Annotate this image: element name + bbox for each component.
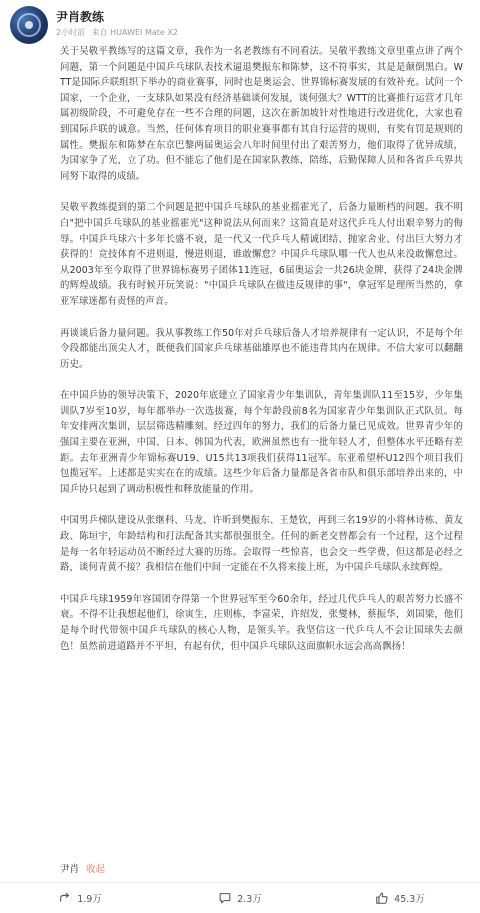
comment-button[interactable]: [160, 883, 320, 913]
paragraph: 中国乒乓球1959年容国团夺得第一个世界冠军至今60余年，经过几代乒乓人的艰苦努力长盛不衰。不得不让我想起他们，徐寅生，庄则栋，李富荣，许绍发，张燮林，蔡振华，刘国梁，他们是每个时代带领中国乒乓球队的核心人物，是领头羊。我坚信这一代乒乓人不会让国球失去颜色！虽然前进道路并不平坦，有起有伏，但中国乒乓球队这面旗帜永远会高高飘扬！: [60, 593, 463, 652]
like-count: 45.3万: [394, 894, 425, 905]
like-button[interactable]: [320, 883, 480, 913]
post-footer: [60, 861, 105, 875]
action-bar: [0, 883, 480, 913]
post-meta: [56, 27, 182, 38]
footer-author[interactable]: 尹肖: [60, 864, 80, 875]
comment-icon: [218, 891, 232, 905]
share-icon: [58, 891, 72, 905]
post-body: [60, 44, 463, 670]
author-name[interactable]: 尹肖教练: [56, 10, 105, 24]
share-button[interactable]: [0, 883, 160, 913]
share-count: 1.9万: [77, 894, 102, 905]
paragraph: 关于吴敬平教练写的这篇文章，我作为一名老教练有不同看法。吴敬平教练文章里重点讲了两个问题，第一个问题是中国乒乓球队表技术逼退樊振东和陈梦，这不符事实，其是是颠倒黑白。WTT是国际乒联组织下举办的商业赛事，同时也是奥运会、世界锦标赛发展的有效补充。试问一个国家，一个企业，一支球队如果没有经济基础谈何发展，谈何强大？WTT的比赛推行运营才几年属初级阶段，不可避免存在一些不合理的问题，这次在新加坡针对性地进行改进优化，大家也看到国际乒联的诚意。当然，任何体育项目的职业赛事都有其自行运营的规则，有奖有罚是规则的属性。樊振东和陈梦在东京巴黎两届奥运会八年时间里付出了艰苦努力，他们取得了优异成绩，为国家争了光，立了功。但不能忘了他们是在国家队教练，陪练，后勤保障人员和各省乒乓界共同努下取得的成绩。: [60, 46, 463, 182]
post-time: 2小时前: [56, 28, 86, 37]
thumbs-up-icon: [375, 891, 389, 905]
paragraph: 吴敬平教练提到的第二个问题是把中国乒乓球队的基业摇霍光了，后备力量断档的问题。我不明白"把中国乒乓球队的基业摇霍光"这种说法从何而来？这简直是对这代乒乓人付出艰辛努力的侮辱。中国乒乓球六十多年长盛不衰，是一代又一代乒乓人精诚团结、抛家舍业、付出巨大努力才获得的！竞技体育不进则退，慢进则退，谁敢懈怠？中国乒乓球队哪一代人也从来没敢懈怠过。从2003年至今取得了世界锦标赛男子团体11连冠，6届奥运会一共26块金牌，获得了24块金牌的辉煌战绩。我有时候开玩笑说："中国乒乓球队在做违反规律的事"，拿冠军是理所当然的，拿亚军球迷都有责怪的声音。: [60, 202, 463, 307]
comment-count: 2.3万: [237, 894, 262, 905]
collapse-link[interactable]: 收起: [86, 864, 106, 875]
post-source: 来自 HUAWEI Mate X2: [91, 28, 178, 37]
paragraph: 在中国乒协的领导决策下，2020年底建立了国家青少年集训队，青年集训队11至15岁，少年集训队7岁至10岁，每年都举办一次选拔赛，每个年龄段前8名为国家青少年集训队正式队员。每年安排两次集训，层层筛选精雕刻。经过四年的努力，我们的后备力量已见成效。世界青少年的强国主要在亚洲，中国、日本、韩国为代表，欧洲虽然也有一批年轻人才，但整体水平还略有差距。去年亚洲青少年锦标赛U19、U15共13项我们获得11冠军。东亚希望杯U12四个项目我们包揽冠军。上述都是实实在在的成绩。这些少年后备力量都是各省市队和俱乐部培养出来的，中国乒协只起到了调动积极性和释放能量的作用。: [60, 390, 463, 495]
avatar-dot: [25, 21, 33, 29]
avatar[interactable]: [10, 6, 48, 44]
paragraph: 中国男乒梯队建设从张继科、马龙、许昕到樊振东、王楚钦，再到三名19岁的小将林诗栋、黄友政、陈垣宇，年龄结构和打法配备其实都很强很全。任何的新老交替都会有一个过程，这个过程是每一名年轻运动员不断经过大赛的历练。会取得一些惊喜，也会交一些学费，但这都是必经之路，谈何青黄不接？我相信在他们中间一定能在不久将来接上班，为中国乒乓球队永续辉煌。: [60, 515, 463, 574]
paragraph: 再谈谈后备力量问题。我从事教练工作50年对乒乓球后备人才培养规律有一定认识，不是每个年令段都能出顶尖人才，既便我们国家乒乓球基础雄厚也不能违背其内在规律。不信大家可以翻翻历史。: [60, 327, 463, 370]
